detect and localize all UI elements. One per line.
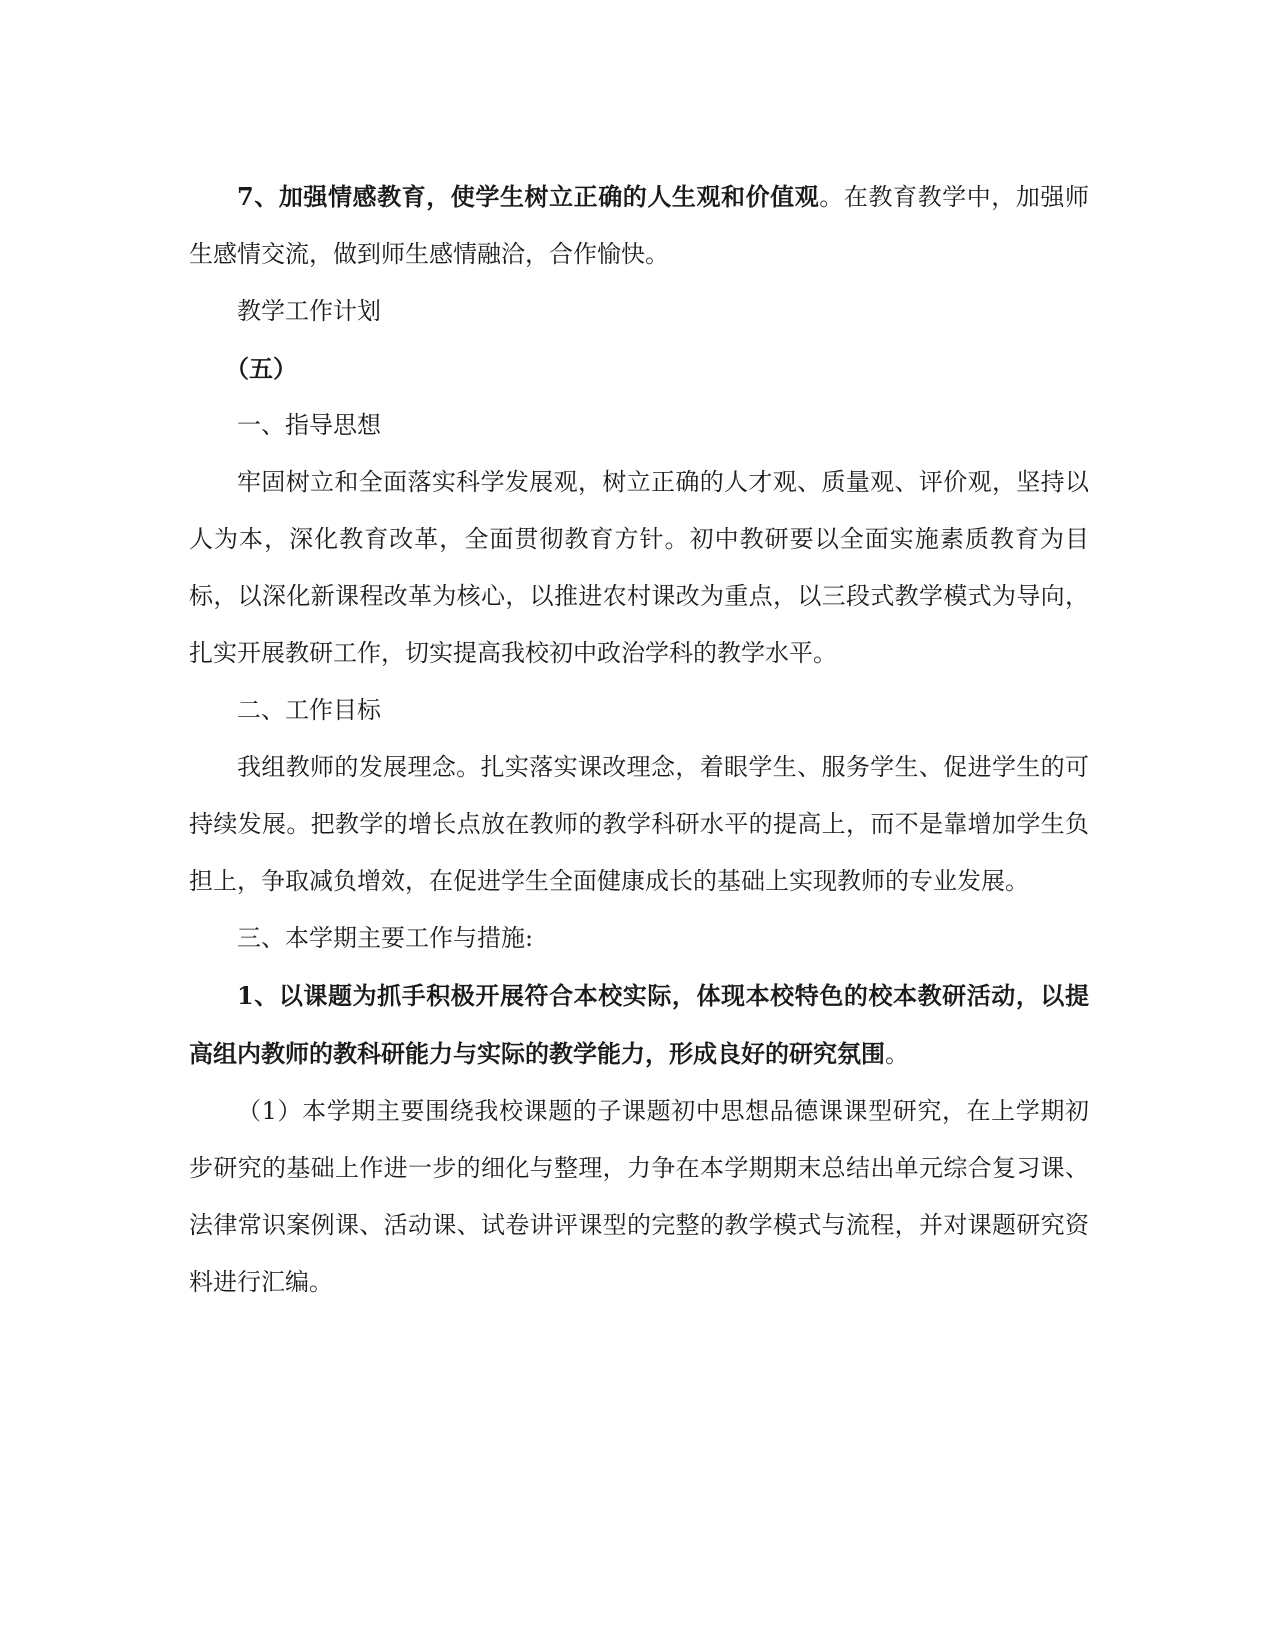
plan-number: （五） <box>225 354 297 383</box>
document-body <box>189 168 1089 1311</box>
paragraph-topic-research <box>189 967 1089 1083</box>
paragraph-item-1: （1）本学期主要围绕我校课题的子课题初中思想品德课课型研究，在上学期初步研究的基础上作进一步的细化与整理，力争在本学期期末总结出单元综合复习课、法律常识案例课、活动课、试卷讲评课型的完整的教学模式与流程，并对课题研究资料进行汇编。 <box>189 1097 1089 1296</box>
section-heading-main-work: 三、本学期主要工作与措施: <box>237 924 534 952</box>
paragraph-work-goals: 我组教师的发展理念。扎实落实课改理念，着眼学生、服务学生、促进学生的可持续发展。把教学的增长点放在教师的教学科研水平的提高上，而不是靠增加学生负担上，争取减负增效，在促进学生全面健康成长的基础上实现教师的专业发展。 <box>189 753 1089 895</box>
paragraph-text: 。在教育教学中，加强师生感情交流，做到师生感情融洽，合作愉快。 <box>189 183 1090 268</box>
section-heading-guiding-thought: 一、指导思想 <box>237 411 381 439</box>
paragraph-text: 。 <box>885 1040 909 1068</box>
plan-title: 教学工作计划 <box>237 297 381 325</box>
bold-heading-7: 7、加强情感教育，使学生树立正确的人生观和价值观 <box>237 182 820 211</box>
bold-heading-1: 1、以课题为抓手积极开展符合本校实际，体现本校特色的校本教研活动，以提高组内教师的教科研能力与实际的教学能力，形成良好的研究氛围 <box>189 981 1089 1068</box>
paragraph-guiding-thought: 牢固树立和全面落实科学发展观，树立正确的人才观、质量观、评价观，坚持以人为本，深化教育改革，全面贯彻教育方针。初中教研要以全面实施素质教育为目标，以深化新课程改革为核心，以推进农村课改为重点，以三段式教学模式为导向，扎实开展教研工作，切实提高我校初中政治学科的教学水平。 <box>189 468 1089 667</box>
section-heading-work-goals: 二、工作目标 <box>237 696 381 724</box>
paragraph-emotion-education <box>189 168 1089 283</box>
